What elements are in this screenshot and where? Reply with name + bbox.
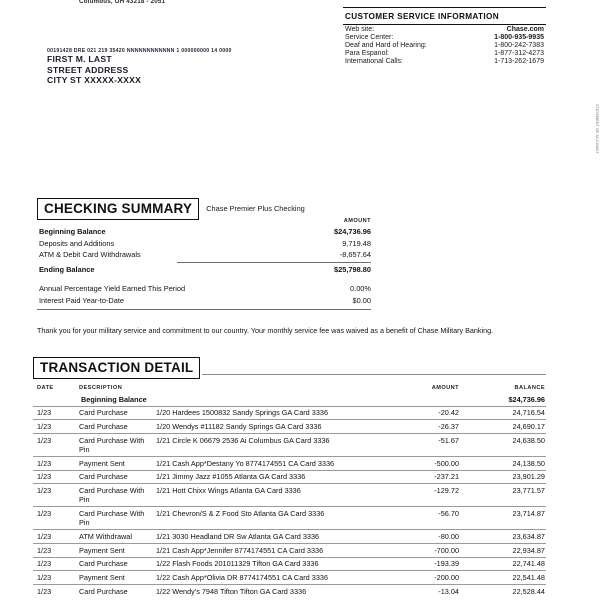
transaction-balance: 22,934.87: [459, 544, 546, 558]
transaction-balance: 23,901.29: [459, 470, 546, 484]
beginning-amount: [373, 393, 459, 406]
transaction-description: 1/21 Cash App*Jennifer 8774174551 CA Card 3336: [156, 544, 373, 558]
transaction-date: 1/23: [33, 434, 79, 457]
summary-row: [37, 226, 371, 238]
transaction-balance: 24,716.54: [459, 406, 546, 420]
summary-extra-value: $0.00: [352, 295, 371, 305]
customer-service-row: [343, 49, 546, 57]
cs-row-label: Para Espanol:: [345, 49, 389, 57]
column-header-amount: AMOUNT: [431, 385, 459, 391]
transaction-amount: -193.39: [373, 557, 459, 571]
cs-row-label: Web site:: [345, 25, 375, 33]
summary-row-value: $25,798.80: [334, 264, 371, 274]
transaction-type: Card Purchase: [79, 420, 156, 434]
transaction-date: 1/23: [33, 544, 79, 558]
transaction-column-headers: [33, 379, 546, 393]
transaction-amount: -129.72: [373, 484, 459, 507]
military-benefit-note: Thank you for your military service and commitment to our country. Your monthly service fee was waived as a benefit of Chase Military Banking.: [37, 326, 494, 335]
transaction-balance: 23,634.87: [459, 530, 546, 544]
transaction-date: 1/23: [33, 484, 79, 507]
transaction-description: 1/20 Hardees 1500832 Sandy Springs GA Card 3336: [156, 406, 373, 420]
summary-extra-row: [37, 295, 371, 307]
checking-summary-table: [37, 218, 371, 310]
table-row: [33, 484, 546, 507]
transaction-description: 1/22 Cash App*Olivia DR 8774174551 CA Card 3336: [156, 571, 373, 585]
transaction-detail-section: [33, 357, 546, 598]
cs-row-value: 1-877-312-4273: [494, 49, 544, 57]
transaction-type: Payment Sent: [79, 544, 156, 558]
summary-row-label: Beginning Balance: [39, 227, 106, 236]
transaction-table: [33, 393, 546, 598]
table-row: [33, 530, 546, 544]
transaction-date: 1/23: [33, 571, 79, 585]
summary-gap: [37, 275, 371, 283]
column-header-balance: BALANCE: [514, 385, 545, 391]
transaction-balance: 24,638.50: [459, 434, 546, 457]
summary-extra-row: [37, 283, 371, 295]
table-row: [33, 420, 546, 434]
customer-service-row: [343, 41, 546, 49]
recipient-street: STREET ADDRESS: [47, 64, 129, 75]
transaction-amount: -700.00: [373, 544, 459, 558]
summary-row: [37, 249, 371, 261]
checking-summary-title: CHECKING SUMMARY: [37, 198, 199, 220]
cs-row-label: Service Center:: [345, 33, 394, 41]
customer-service-title: CUSTOMER SERVICE INFORMATION: [345, 11, 499, 21]
summary-row-label: Ending Balance: [39, 264, 95, 274]
transaction-date: 1/23: [33, 557, 79, 571]
transaction-type: Payment Sent: [79, 457, 156, 471]
transaction-type: Card Purchase With Pin: [79, 507, 156, 530]
summary-row-label: ATM & Debit Card Withdrawals: [39, 250, 141, 260]
transaction-type: Card Purchase With Pin: [79, 434, 156, 457]
transaction-balance: 23,771.57: [459, 484, 546, 507]
transaction-date: 1/23: [33, 470, 79, 484]
transaction-date: 1/23: [33, 420, 79, 434]
recipient-block: [47, 48, 232, 86]
cs-row-value: 1-800-242-7383: [494, 41, 544, 49]
customer-service-box: [343, 7, 546, 65]
transaction-balance: 23,714.87: [459, 507, 546, 530]
column-header-description: DESCRIPTION: [79, 385, 123, 391]
transaction-table-body: [33, 393, 546, 598]
summary-extra-label: Annual Percentage Yield Earned This Period: [39, 284, 186, 294]
customer-service-rows: [343, 25, 546, 65]
transaction-description: 1/22 Wendy's 7948 Tifton Tifton GA Card 3336: [156, 586, 307, 596]
transaction-date: 1/23: [33, 507, 79, 530]
transaction-amount: -500.00: [373, 457, 459, 471]
beginning-balance-value: $24,736.96: [459, 393, 546, 406]
summary-extra-rows: [37, 283, 371, 306]
transaction-amount: -56.70: [373, 507, 459, 530]
cs-row-value: 1-713-262-1679: [494, 57, 544, 65]
transaction-description: 1/22 Flash Foods 201011329 Tifton GA Card 3336: [156, 557, 373, 571]
summary-amount-header: AMOUNT: [343, 218, 371, 224]
transaction-type: ATM Withdrawal: [79, 530, 156, 544]
summary-extra-label: Interest Paid Year-to-Date: [39, 295, 125, 305]
transaction-balance: 24,138.50: [459, 457, 546, 471]
transaction-amount: -80.00: [373, 530, 459, 544]
transaction-detail-header: [33, 357, 546, 379]
summary-row: [37, 264, 371, 276]
transaction-type: Card Purchase: [79, 557, 156, 571]
table-row: [33, 585, 546, 598]
transaction-description: 1/21 Jimmy Jazz #1055 Atlanta GA Card 3336: [156, 470, 373, 484]
transaction-type: Card Purchase: [79, 470, 156, 484]
transaction-amount: -26.37: [373, 420, 459, 434]
cs-row-value: Chase.com: [506, 25, 544, 33]
transaction-amount: -13.04: [438, 586, 459, 596]
mail-routing-code: 00191428 DRE 021 219 35420 NNNNNNNNNNNN 1 000000000 14 0000: [47, 48, 232, 54]
transaction-date: 1/23: [37, 586, 52, 596]
transaction-amount: -20.42: [373, 406, 459, 420]
summary-row-label: Deposits and Additions: [39, 238, 115, 248]
table-row: [33, 470, 546, 484]
summary-separator: [177, 262, 371, 263]
transaction-date: 1/23: [33, 457, 79, 471]
column-header-date: DATE: [37, 385, 54, 391]
beginning-balance-row: [33, 393, 546, 406]
transaction-type: Card Purchase: [79, 406, 156, 420]
customer-service-row: [343, 25, 546, 33]
transaction-type: Card Purchase: [79, 586, 128, 596]
summary-bottom-rule: [37, 309, 371, 310]
table-row: [33, 406, 546, 420]
statement-side-code: STATEMENT OF ACCOUNT: [595, 104, 599, 154]
transaction-description: 1/21 Chevron/S & Z Food Sto Atlanta GA Card 3336: [156, 507, 373, 530]
cs-row-value: 1-800-935-9935: [494, 33, 544, 41]
summary-row-value: -8,657.64: [339, 250, 371, 260]
transaction-description: 1/21 Cash App*Destany Yo 8774174551 CA Card 3336: [156, 457, 373, 471]
transaction-header-rule: [202, 357, 546, 375]
customer-service-row: [343, 57, 546, 65]
transaction-type: Payment Sent: [79, 571, 156, 585]
transaction-description: 1/21 Circle K 06679 2536 Ai Columbus GA Card 3336: [156, 434, 373, 457]
table-row: [33, 544, 546, 558]
summary-row-value: 9,719.48: [342, 238, 371, 248]
transaction-amount: -200.00: [373, 571, 459, 585]
transaction-balance: 22,741.48: [459, 557, 546, 571]
transaction-date: 1/23: [33, 406, 79, 420]
summary-row-value: $24,736.96: [334, 227, 371, 236]
transaction-balance: 22,541.48: [459, 571, 546, 585]
summary-row: [37, 238, 371, 250]
checking-summary-subtitle: Chase Premier Plus Checking: [206, 204, 305, 213]
transaction-description: 1/21 Hott Chixx Wings Atlanta GA Card 3336: [156, 484, 373, 507]
transaction-amount: -51.67: [373, 434, 459, 457]
customer-service-row: [343, 33, 546, 41]
cs-row-label: Deaf and Hard of Hearing:: [345, 41, 427, 49]
table-row: [33, 571, 546, 585]
transaction-description: 1/20 Wendys #11182 Sandy Springs GA Card 3336: [156, 420, 373, 434]
table-row: [33, 457, 546, 471]
return-address: Columbus, OH 43218 - 2051: [79, 0, 166, 5]
table-row: [33, 557, 546, 571]
table-row: [33, 507, 546, 530]
recipient-city: CITY ST XXXXX-XXXX: [47, 75, 142, 86]
transaction-amount: -237.21: [373, 470, 459, 484]
table-row: [33, 434, 546, 457]
beginning-balance-label: Beginning Balance: [79, 393, 373, 406]
transaction-detail-title: TRANSACTION DETAIL: [33, 357, 200, 379]
recipient-name: FIRST M. LAST: [47, 54, 112, 64]
transaction-description: 1/21 3030 Headland DR Sw Atlanta GA Card 3336: [156, 530, 373, 544]
summary-extra-value: 0.00%: [350, 284, 371, 294]
transaction-date: 1/23: [33, 530, 79, 544]
transaction-balance: 24,690.17: [459, 420, 546, 434]
transaction-balance: 22,528.44: [512, 586, 545, 596]
cs-row-label: International Calls:: [345, 57, 403, 65]
summary-rows: [37, 226, 371, 275]
checking-summary-header: [37, 198, 546, 220]
beginning-date: [33, 393, 79, 406]
transaction-type: Card Purchase With Pin: [79, 484, 156, 507]
